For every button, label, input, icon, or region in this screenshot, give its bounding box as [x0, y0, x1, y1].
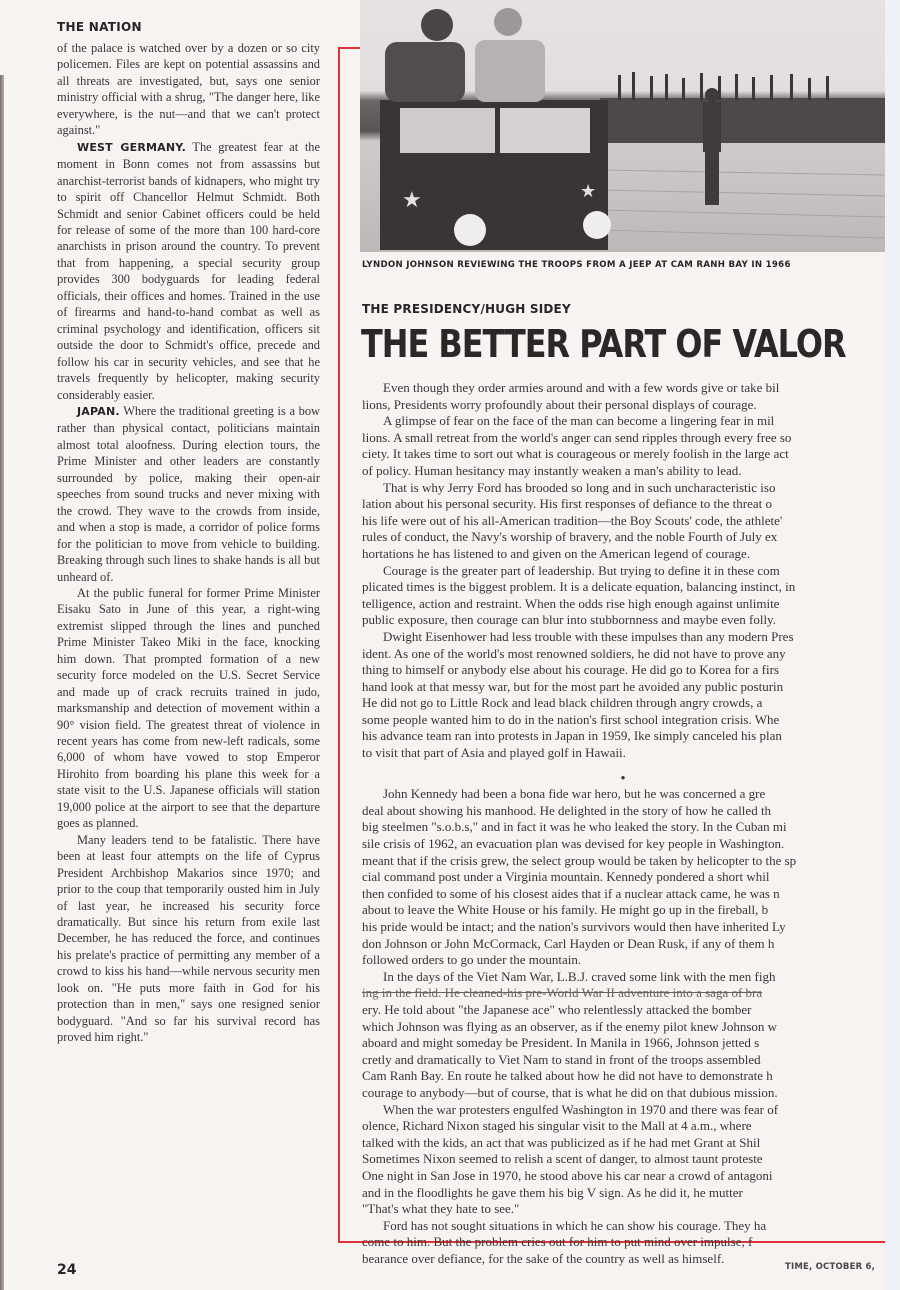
article-line: cial command post under a Virginia mountain. Kennedy pondered a short whil — [362, 869, 770, 885]
paragraph-text: Where the traditional greeting is a bow rather than physical contact, politicians maintain almost total aloofness. During election tours, the Prime Minister and other leaders are constantly surrounded by police, making their open-air speeches from sound trucks and never mixing with the crowd. They wave to the crowds from inside, and when a stop is made, a corridor of police forms for the politician to move from vehicle to building. Breaking through such lines to shake hands is all but unheard of. — [57, 403, 320, 584]
men-in-jeep — [385, 8, 545, 102]
left-column — [57, 40, 320, 1046]
article-line: meant that if the crisis grew, the select group would be taken by helicopter to the sp — [362, 852, 797, 868]
photo-caption: LYNDON JOHNSON REVIEWING THE TROOPS FROM A JEEP AT CAM RANH BAY IN 1966 — [362, 260, 791, 270]
article-headline: THE BETTER PART OF VALOR — [361, 322, 846, 366]
tarmac — [600, 170, 885, 238]
article-line: Cam Ranh Bay. En route he talked about how he did not have to demonstrate h — [362, 1068, 773, 1084]
standing-soldier — [703, 88, 721, 205]
paragraph-text: Many leaders tend to be fatalistic. There have been at least four attempts on the life of Cyprus President Archbishop Makarios since 1970; and prior to the coup that temporarily ousted him in July of last year, he increased his security force dramatically. But since his return from exile last December, he has reduced the force, and continues his prelate's practice of permitting any member of a crowd to kiss his hand—while nervous security men look on. "He puts more faith in God for his protection than in men," says one resigned senior bodyguard. "And so far his survival record has proved him right." — [57, 832, 320, 1045]
article-line: followed orders to go under the mountain. — [362, 952, 582, 968]
article-line: olence, Richard Nixon staged his singular visit to the Mall at 4 a.m., where — [362, 1118, 752, 1134]
article-line: John Kennedy had been a bona fide war hero, but he was concerned a gre — [383, 786, 766, 802]
article-body — [362, 380, 900, 1267]
country-heading: WEST GERMANY. — [77, 140, 187, 154]
article-line: come to him. But the problem cries out for him to put mind over impulse, f — [362, 1234, 753, 1250]
article-line: don Johnson or John McCormack, Carl Hayden or Dean Rusk, if any of them h — [362, 935, 775, 951]
left-paragraph — [57, 403, 320, 585]
page-right-edge — [885, 0, 900, 1290]
article-line: deal about showing his manhood. He delighted in the story of how he called th — [362, 802, 772, 818]
left-paragraph — [57, 585, 320, 832]
article-line: his pride would be intact; and the nation's survivors would then have inherited Ly — [362, 919, 786, 934]
article-line: When the war protesters engulfed Washington in 1970 and there was fear of — [383, 1101, 779, 1117]
left-paragraph — [57, 139, 320, 403]
article-line: lions, Presidents worry profoundly about their personal displays of courage. — [362, 396, 757, 412]
article-line: lation about his personal security. His first responses of defiance to the threat o — [362, 496, 772, 512]
troops-formation — [600, 98, 885, 143]
article-line: ident. As one of the world's most renowned soldiers, he did not have to prove any — [362, 645, 786, 661]
photo-johnson-jeep — [360, 0, 885, 252]
article-line: talked with the kids, an act that was publicized as if he had met Grant at Shil — [362, 1134, 761, 1150]
article-line: and in the floodlights he gave them his big V sign. As he did it, he mutter — [362, 1184, 743, 1200]
article-line: rules of conduct, the Navy's worship of bravery, and the noble Fourth of July ex — [362, 529, 778, 545]
page-number: 24 — [57, 1262, 77, 1278]
flags — [618, 72, 829, 100]
article-line: his life were out of his all-American tradition—the Boy Scouts' code, the athlete' — [362, 512, 783, 528]
article-line: A glimpse of fear on the face of the man can become a lingering fear in mil — [383, 413, 775, 429]
footer-issue: TIME, OCTOBER 6, — [785, 1262, 876, 1272]
article-line: "That's what they hate to see." — [362, 1201, 520, 1217]
article-line: He did not go to Little Rock and lead black children through angry crowds, a — [362, 695, 763, 711]
article-line: thing to himself or anybody else about his courage. He did go to Korea for a firs — [362, 662, 779, 678]
svg-text:★: ★ — [580, 181, 597, 202]
article-line: hand look at that messy war, but for the most part he avoided any public posturin — [362, 678, 784, 694]
article-line: That is why Jerry Ford has brooded so long and in such uncharacteristic iso — [383, 479, 776, 495]
photo-illustration — [360, 0, 885, 252]
jeep — [380, 100, 611, 250]
article-line: plicated times is the biggest problem. It is a delicate equation, balancing instinct, in — [362, 579, 796, 595]
section-break-bullet: • — [620, 769, 626, 785]
article-line: ery. He told about "the Japanese ace" who relentlessly attacked the bomber — [362, 1001, 752, 1017]
paragraph-text: The greatest fear at the moment in Bonn comes not from assassins but anarchist-terrorist bands of kidnapers, who might try to spirit off Chancellor Helmut Schmidt. Both Schmidt and senior Cabinet officers could be held for release of some of the more than 100 hard-core anarchists in prison around the country. To prevent that from happening, a special security group provides 300 bodyguards for leading federal officials, their offices and homes. Trained in the use of firearms and hand-to-hand combat as well as criminal psychology and identification, officers sit outside the door to Schmidt's office, precede and follow his car in security vehicles, and see that he travels frequently by helicopter, making security considerably easier. — [57, 139, 320, 402]
article-line: ing in the field. He cleaned-his pre-World War II adventure into a saga of bra — [362, 985, 763, 1001]
section-label: THE NATION — [57, 20, 142, 34]
article-line: big steelmen "s.o.b.s," and in fact it was he who leaked the story. In the Cuban mi — [362, 819, 787, 835]
article-line: Ford has not sought situations in which he can show his courage. They ha — [383, 1217, 767, 1233]
paragraph-text: At the public funeral for former Prime Minister Eisaku Sato in June of this year, a right-wing extremist slipped through the lines and punched Prime Minister Takeo Miki in the face, knocking him down. That prompted formation of a new security force modeled on the U.S. Secret Service and made up of crack recruits trained in judo, marksmanship and detection of movement within a 90° vision field. The greatest threat of violence in recent years has come from new-left radicals, some 6,000 of whom have vowed to stop Emperor Hirohito from boarding his plane this week for a state visit to the U.S. Japanese officials will station 19,000 police at the airport to see that the departure goes as planned. — [57, 585, 320, 831]
country-heading: JAPAN. — [77, 404, 120, 418]
binding-shadow — [0, 75, 4, 1290]
left-paragraph — [57, 832, 320, 1046]
article-line: then confided to some of his closest aides that if a nuclear attack came, he was n — [362, 885, 780, 901]
paragraph-text: of the palace is watched over by a dozen or so city policemen. Files are kept on potential assassins and all threats are investigated, but, says one senior ministry official with a shrug, "The danger here, like everywhere, is the nut—and that we can't protect against." — [57, 41, 320, 138]
article-line: In the days of the Viet Nam War, L.B.J. craved some link with the men figh — [383, 968, 776, 984]
article-line: Courage is the greater part of leadership. But trying to define it in these com — [383, 562, 780, 578]
article-line: telligence, action and restraint. When the odds rise high enough against unlimite — [362, 595, 780, 611]
article-line: Even though they order armies around and with a few words give or take bil — [383, 380, 780, 395]
article-line: Sometimes Nixon seemed to relish a scent of danger, to almost taunt proteste — [362, 1151, 763, 1167]
section-spacer — [362, 762, 900, 770]
article-kicker: THE PRESIDENCY/HUGH SIDEY — [362, 302, 571, 316]
article-line: hortations he has listened to and given on the American legend of courage. — [362, 545, 751, 561]
article-line: sile crisis of 1962, an evacuation plan was devised for key people in Washington. — [362, 836, 785, 852]
article-line: cretly and dramatically to Viet Nam to stand in front of the troops assembled — [362, 1051, 761, 1067]
left-paragraph — [57, 40, 320, 139]
article-line: to visit that part of Asia and played golf in Hawaii. — [362, 745, 626, 761]
svg-text:★: ★ — [402, 188, 422, 213]
article-line: One night in San Jose in 1970, he stood above his car near a crowd of antagoni — [362, 1167, 773, 1183]
article-line: about to leave the White House or his family. He might go up in the fireball, b — [362, 902, 769, 918]
article-line: public exposure, then courage can blur into stubbornness and maybe even folly. — [362, 612, 776, 628]
article-line: bearance over defiance, for the sake of the country as well as himself. — [362, 1250, 725, 1266]
article-line: ciety. It takes time to sort out what is courageous or merely foolish in the large act — [362, 446, 789, 462]
article-line: some people wanted him to do in the nation's first school integration crisis. Whe — [362, 711, 780, 727]
article-line: courage to anybody—but of course, that is what he did on that dubious mission. — [362, 1084, 778, 1100]
article-line: aboard and might someday be President. In Manila in 1966, Johnson jetted s — [362, 1035, 760, 1051]
article-line: of policy. Human hesitancy may instantly weaken a man's ability to lead. — [362, 462, 742, 478]
article-line: which Johnson was flying as an observer, as if the enemy pilot knew Johnson w — [362, 1018, 778, 1034]
article-line: lions. A small retreat from the world's anger can send ripples through every free so — [362, 429, 792, 445]
article-line: his advance team ran into protests in Japan in 1959, Ike simply canceled his plan — [362, 728, 782, 744]
article-line: Dwight Eisenhower had less trouble with these impulses than any modern Pres — [383, 628, 794, 644]
